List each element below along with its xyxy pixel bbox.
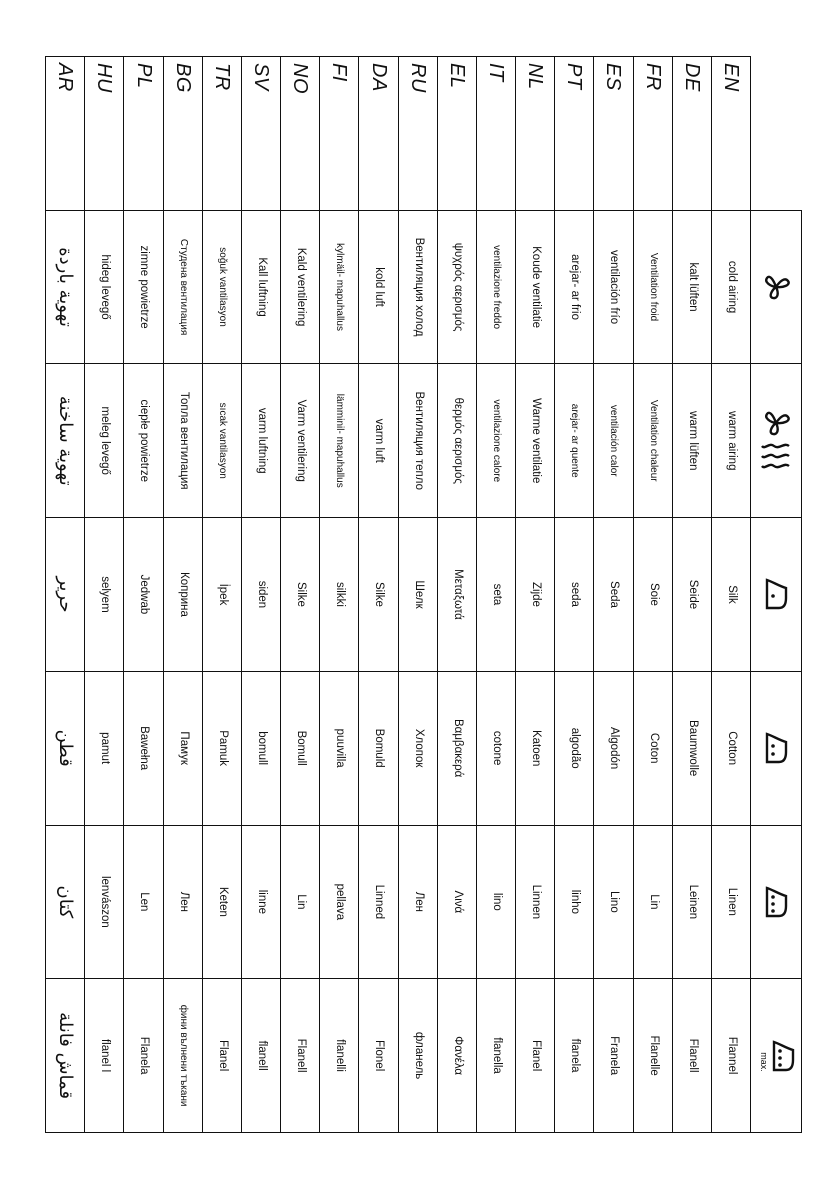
linen-cell: linne: [241, 825, 280, 979]
flannel-cell: flanel l: [85, 979, 124, 1133]
warm-airing-cell: varm luftning: [241, 364, 280, 518]
silk-cell: seda: [555, 518, 594, 672]
linen-cell: Len: [124, 825, 163, 979]
language-code: HU: [85, 57, 124, 211]
silk-cell: İpek: [202, 518, 241, 672]
silk-cell: siden: [241, 518, 280, 672]
linen-cell: Лен: [163, 825, 202, 979]
flannel-cell: flanell: [241, 979, 280, 1133]
cotton-cell: Baumwolle: [672, 671, 711, 825]
language-code: ES: [594, 57, 633, 211]
flannel-cell: flanella: [476, 979, 515, 1133]
linen-cell: Lino: [594, 825, 633, 979]
table-row: [124, 57, 163, 1133]
silk-cell: Seide: [672, 518, 711, 672]
cold-airing-cell: Koude ventilatie: [516, 210, 555, 364]
table-row: [241, 57, 280, 1133]
flannel-cell: фланель: [398, 979, 437, 1133]
cotton-cell: Katoen: [516, 671, 555, 825]
warm-airing-cell: meleg levegő: [85, 364, 124, 518]
cotton-cell: Coton: [633, 671, 672, 825]
table-row: [555, 57, 594, 1133]
table-row: [711, 57, 750, 1133]
linen-cell: Λινά: [437, 825, 476, 979]
table-row: [320, 57, 359, 1133]
flannel-cell: Flanelle: [633, 979, 672, 1133]
cold-airing-cell: kold luft: [359, 210, 398, 364]
language-code: FI: [320, 57, 359, 211]
flannel-cell: قماش فانلة: [46, 979, 85, 1133]
table-row: [163, 57, 202, 1133]
table-row: [476, 57, 515, 1133]
language-code: EL: [437, 57, 476, 211]
iron-two-dots-icon: [751, 671, 802, 825]
cotton-cell: قطن: [46, 671, 85, 825]
warm-airing-cell: warm airing: [711, 364, 750, 518]
cold-airing-cell: تهوية باردة: [46, 210, 85, 364]
table-row: [672, 57, 711, 1133]
language-code: AR: [46, 57, 85, 211]
flannel-cell: flanelli: [320, 979, 359, 1133]
table-row: [516, 57, 555, 1133]
flannel-cell: Flanell: [281, 979, 320, 1133]
language-code: RU: [398, 57, 437, 211]
flannel-cell: Franela: [594, 979, 633, 1133]
silk-cell: Zijde: [516, 518, 555, 672]
silk-cell: Μεταξωτά: [437, 518, 476, 672]
table-row: [46, 57, 85, 1133]
table-row: [633, 57, 672, 1133]
cotton-cell: pamut: [85, 671, 124, 825]
linen-cell: Лен: [398, 825, 437, 979]
iron-three-dots-icon: [751, 825, 802, 979]
linen-cell: Keten: [202, 825, 241, 979]
table-row: [437, 57, 476, 1133]
language-code: NL: [516, 57, 555, 211]
cotton-cell: cotone: [476, 671, 515, 825]
cold-airing-cell: cold airing: [711, 210, 750, 364]
warm-airing-cell: Varm ventilering: [281, 364, 320, 518]
language-code: DE: [672, 57, 711, 211]
warm-airing-cell: arejar- ar quente: [555, 364, 594, 518]
cotton-cell: Βαμβακερά: [437, 671, 476, 825]
icon-header-row: [751, 57, 802, 1133]
warm-airing-cell: ventilazione calore: [476, 364, 515, 518]
language-code: PL: [124, 57, 163, 211]
cold-airing-cell: kalt lüften: [672, 210, 711, 364]
table-row: [398, 57, 437, 1133]
linen-cell: lenvászon: [85, 825, 124, 979]
cotton-cell: Cotton: [711, 671, 750, 825]
warm-airing-cell: ventilación calor: [594, 364, 633, 518]
table-row: [359, 57, 398, 1133]
silk-cell: selyem: [85, 518, 124, 672]
warm-airing-cell: ciepłe powietrze: [124, 364, 163, 518]
language-code: BG: [163, 57, 202, 211]
silk-cell: Шелк: [398, 518, 437, 672]
cold-airing-cell: Kall luftning: [241, 210, 280, 364]
iron-max-icon: [751, 979, 802, 1133]
linen-cell: Lin: [281, 825, 320, 979]
flannel-cell: Flonel: [359, 979, 398, 1133]
cold-airing-cell: ventilazione freddo: [476, 210, 515, 364]
warm-airing-cell: Ventilation chaleur: [633, 364, 672, 518]
warm-airing-cell: Warme ventilatie: [516, 364, 555, 518]
language-code: SV: [241, 57, 280, 211]
fan-icon: [751, 210, 802, 364]
warm-airing-cell: تهوية ساخنة: [46, 364, 85, 518]
language-code: NO: [281, 57, 320, 211]
cotton-cell: bomull: [241, 671, 280, 825]
silk-cell: seta: [476, 518, 515, 672]
language-code: TR: [202, 57, 241, 211]
linen-cell: Lin: [633, 825, 672, 979]
cold-airing-cell: hideg levegő: [85, 210, 124, 364]
flannel-cell: flanela: [555, 979, 594, 1133]
cold-airing-cell: Вентиляция холод: [398, 210, 437, 364]
warm-airing-cell: sıcak vantilasyon: [202, 364, 241, 518]
warm-airing-cell: lämminil- mapuhallus: [320, 364, 359, 518]
flannel-cell: Flanel: [516, 979, 555, 1133]
max-label: max.: [759, 1051, 769, 1072]
flannel-cell: Flanell: [672, 979, 711, 1133]
silk-cell: Silke: [281, 518, 320, 672]
linen-cell: Linned: [359, 825, 398, 979]
cotton-cell: Algodón: [594, 671, 633, 825]
warm-airing-cell: varm luft: [359, 364, 398, 518]
language-code: IT: [476, 57, 515, 211]
warm-airing-cell: warm lüften: [672, 364, 711, 518]
flannel-cell: Flannel: [711, 979, 750, 1133]
flannel-cell: фини вълнени тъкани: [163, 979, 202, 1133]
silk-cell: Seda: [594, 518, 633, 672]
silk-cell: حرير: [46, 518, 85, 672]
language-code: DA: [359, 57, 398, 211]
linen-cell: Linen: [711, 825, 750, 979]
table-row: [281, 57, 320, 1133]
cold-airing-cell: zimne powietrze: [124, 210, 163, 364]
cold-airing-cell: arejar- ar frio: [555, 210, 594, 364]
linen-cell: Linnen: [516, 825, 555, 979]
warm-airing-cell: Топла вентилация: [163, 364, 202, 518]
cotton-cell: Pamuk: [202, 671, 241, 825]
cold-airing-cell: Ventilation froid: [633, 210, 672, 364]
linen-cell: pellava: [320, 825, 359, 979]
language-code: FR: [633, 57, 672, 211]
iron-one-dot-icon: [751, 518, 802, 672]
cold-airing-cell: ψυχρός αερισμός: [437, 210, 476, 364]
table-row: [202, 57, 241, 1133]
warm-airing-cell: Вентиляция тепло: [398, 364, 437, 518]
silk-cell: silkki: [320, 518, 359, 672]
language-code: PT: [555, 57, 594, 211]
cold-airing-cell: soğuk vantilasyon: [202, 210, 241, 364]
cotton-cell: Bawełna: [124, 671, 163, 825]
cotton-cell: Хлопок: [398, 671, 437, 825]
fan-heat-icon: [751, 364, 802, 518]
flannel-cell: Φανέλα: [437, 979, 476, 1133]
silk-cell: Soie: [633, 518, 672, 672]
language-table-sheet: [45, 56, 802, 1133]
table-row: [594, 57, 633, 1133]
silk-cell: Jedwab: [124, 518, 163, 672]
silk-cell: Silke: [359, 518, 398, 672]
table-row: [85, 57, 124, 1133]
linen-cell: lino: [476, 825, 515, 979]
cold-airing-cell: ventilación frío: [594, 210, 633, 364]
cotton-cell: algodão: [555, 671, 594, 825]
cold-airing-cell: Студена вентилация: [163, 210, 202, 364]
silk-cell: Silk: [711, 518, 750, 672]
cold-airing-cell: Kald ventilering: [281, 210, 320, 364]
language-code: EN: [711, 57, 750, 211]
cotton-cell: Памук: [163, 671, 202, 825]
cotton-cell: Bomuld: [359, 671, 398, 825]
flannel-cell: Flanel: [202, 979, 241, 1133]
linen-cell: كتان: [46, 825, 85, 979]
cold-airing-cell: kylmäil- mapuhallus: [320, 210, 359, 364]
silk-cell: Коприна: [163, 518, 202, 672]
linen-cell: Leinen: [672, 825, 711, 979]
flannel-cell: Flanela: [124, 979, 163, 1133]
cotton-cell: Bomull: [281, 671, 320, 825]
header-blank-cell: [751, 57, 802, 211]
fabric-care-table: [45, 56, 802, 1133]
warm-airing-cell: θερμός αερισμός: [437, 364, 476, 518]
cotton-cell: puuvilla: [320, 671, 359, 825]
linen-cell: linho: [555, 825, 594, 979]
